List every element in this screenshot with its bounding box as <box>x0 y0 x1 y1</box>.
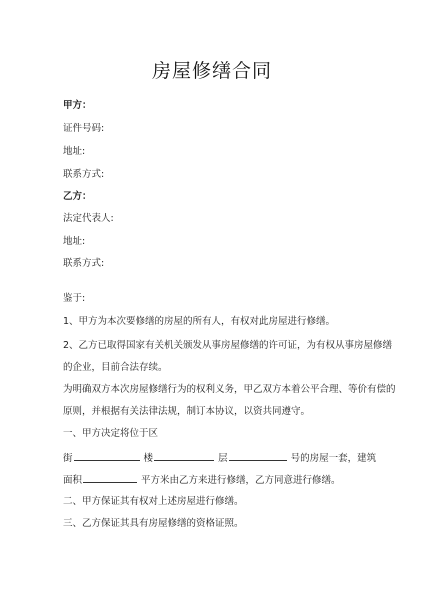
party-b-address-label: 地址: <box>63 236 86 247</box>
section-3: 三、乙方保证其具有房屋修缮的资格证照。 <box>63 518 244 529</box>
party-b-legal-rep-label: 法定代表人: <box>63 213 114 224</box>
unit-text: 号的房屋一套，建筑 <box>290 453 377 464</box>
whereas-clause-2-line-1: 2、乙方已取得国家有关机关颁发从事房屋修缮的许可证，为有权从事房屋修缮 <box>63 340 393 351</box>
party-b-contact-label: 联系方式: <box>63 258 105 269</box>
area-blank <box>83 473 137 483</box>
floor-blank <box>229 451 287 461</box>
street-label: 街 <box>63 453 73 464</box>
party-b-heading: 乙方： <box>63 191 92 202</box>
street-blank <box>74 451 140 461</box>
party-a-address-label: 地址: <box>63 146 86 157</box>
whereas-clause-1: 1、甲方为本次要修缮的房屋的所有人，有权对此房屋进行修缮。 <box>63 316 336 327</box>
building-blank <box>154 451 214 461</box>
section-2: 二、甲方保证其有权对上述房屋进行修缮。 <box>63 496 244 507</box>
party-a-contact-label: 联系方式: <box>63 169 105 180</box>
section-1-location-line <box>63 451 376 465</box>
purpose-line-2: 原则，并根据有关法律法规，制订本协议，以资共同遵守。 <box>63 406 311 417</box>
section-1-area-line <box>63 473 341 487</box>
party-a-id-label: 证件号码: <box>63 123 105 134</box>
party-a-heading: 甲方： <box>63 100 92 111</box>
whereas-heading: 鉴于: <box>63 293 86 304</box>
building-label: 楼 <box>143 453 154 464</box>
purpose-line-1: 为明确双方本次房屋修缮行为的权利义务，甲乙双方本着公平合理、等价有偿的 <box>63 384 396 395</box>
section-1-heading: 一、甲方决定将位于区 <box>63 428 159 439</box>
whereas-clause-2-line-2: 的企业，目前合法存续。 <box>63 362 168 373</box>
document-title: 房屋修缮合同 <box>151 60 272 82</box>
area-text: 平方米由乙方来进行修缮，乙方同意进行修缮。 <box>141 475 341 486</box>
area-label: 面积 <box>63 475 83 486</box>
floor-label: 层 <box>218 453 228 464</box>
